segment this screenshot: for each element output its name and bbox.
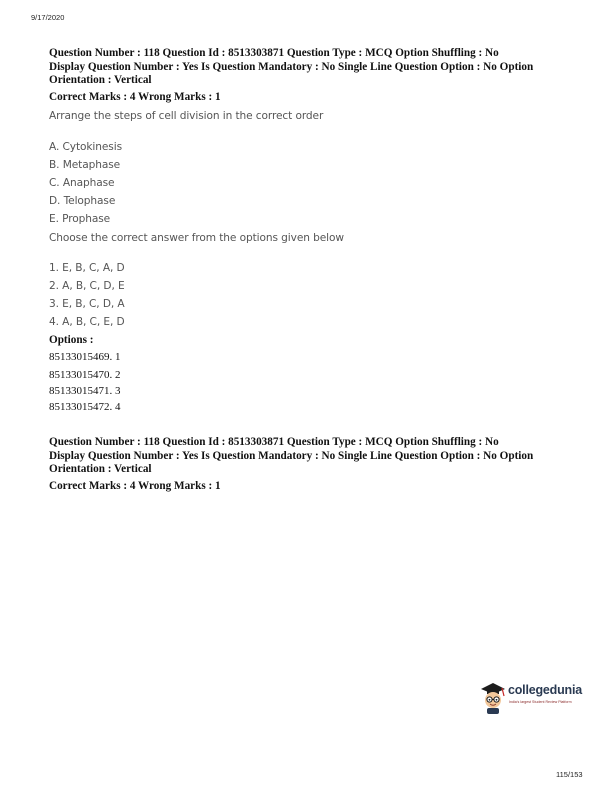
option-id: 85133015471. 3 — [49, 385, 121, 397]
option-id: 85133015469. 1 — [49, 351, 121, 363]
collegedunia-logo — [478, 680, 588, 714]
meta-line: Orientation : Vertical — [49, 74, 152, 87]
list-item: B. Metaphase — [49, 159, 121, 171]
logo-tagline: India's largest Student Review Platform — [509, 700, 572, 704]
options-heading: Options : — [49, 334, 94, 346]
answer-choice: 4. A, B, C, E, D — [49, 316, 125, 328]
question-image — [49, 110, 409, 330]
list-item: C. Anaphase — [49, 177, 115, 189]
option-id: 85133015472. 4 — [49, 401, 121, 413]
meta-line: Question Number : 118 Question Id : 8513303871 Question Type : MCQ Option Shuffling : No — [49, 47, 499, 59]
answer-choice: 1. E, B, C, A, D — [49, 262, 125, 274]
logo-wordmark: collegedunia — [508, 683, 583, 697]
instruction-text: Choose the correct answer from the options given below — [49, 232, 344, 244]
mascot-icon — [478, 680, 508, 714]
question-meta-1 — [49, 47, 589, 104]
meta-line: Display Question Number : Yes Is Question Mandatory : No Single Line Question Option : No Option — [49, 449, 534, 462]
list-item: A. Cytokinesis — [49, 141, 122, 153]
meta-line: Orientation : Vertical — [49, 463, 152, 476]
question-text: Arrange the steps of cell division in the correct order — [49, 110, 324, 122]
marks-line: Correct Marks : 4 Wrong Marks : 1 — [49, 479, 221, 492]
page-date: 9/17/2020 — [31, 13, 65, 22]
meta-line: Question Number : 118 Question Id : 8513303871 Question Type : MCQ Option Shuffling : No — [49, 436, 499, 448]
question-meta-2 — [49, 436, 589, 493]
list-item: E. Prophase — [49, 213, 111, 225]
answer-choice: 2. A, B, C, D, E — [49, 280, 125, 292]
marks-line: Correct Marks : 4 Wrong Marks : 1 — [49, 90, 221, 103]
option-id: 85133015470. 2 — [49, 369, 121, 381]
list-item: D. Telophase — [49, 195, 116, 207]
answer-choice: 3. E, B, C, D, A — [49, 298, 125, 310]
page-number: 115/153 — [556, 770, 583, 779]
meta-line: Display Question Number : Yes Is Question Mandatory : No Single Line Question Option : No Option — [49, 60, 534, 73]
